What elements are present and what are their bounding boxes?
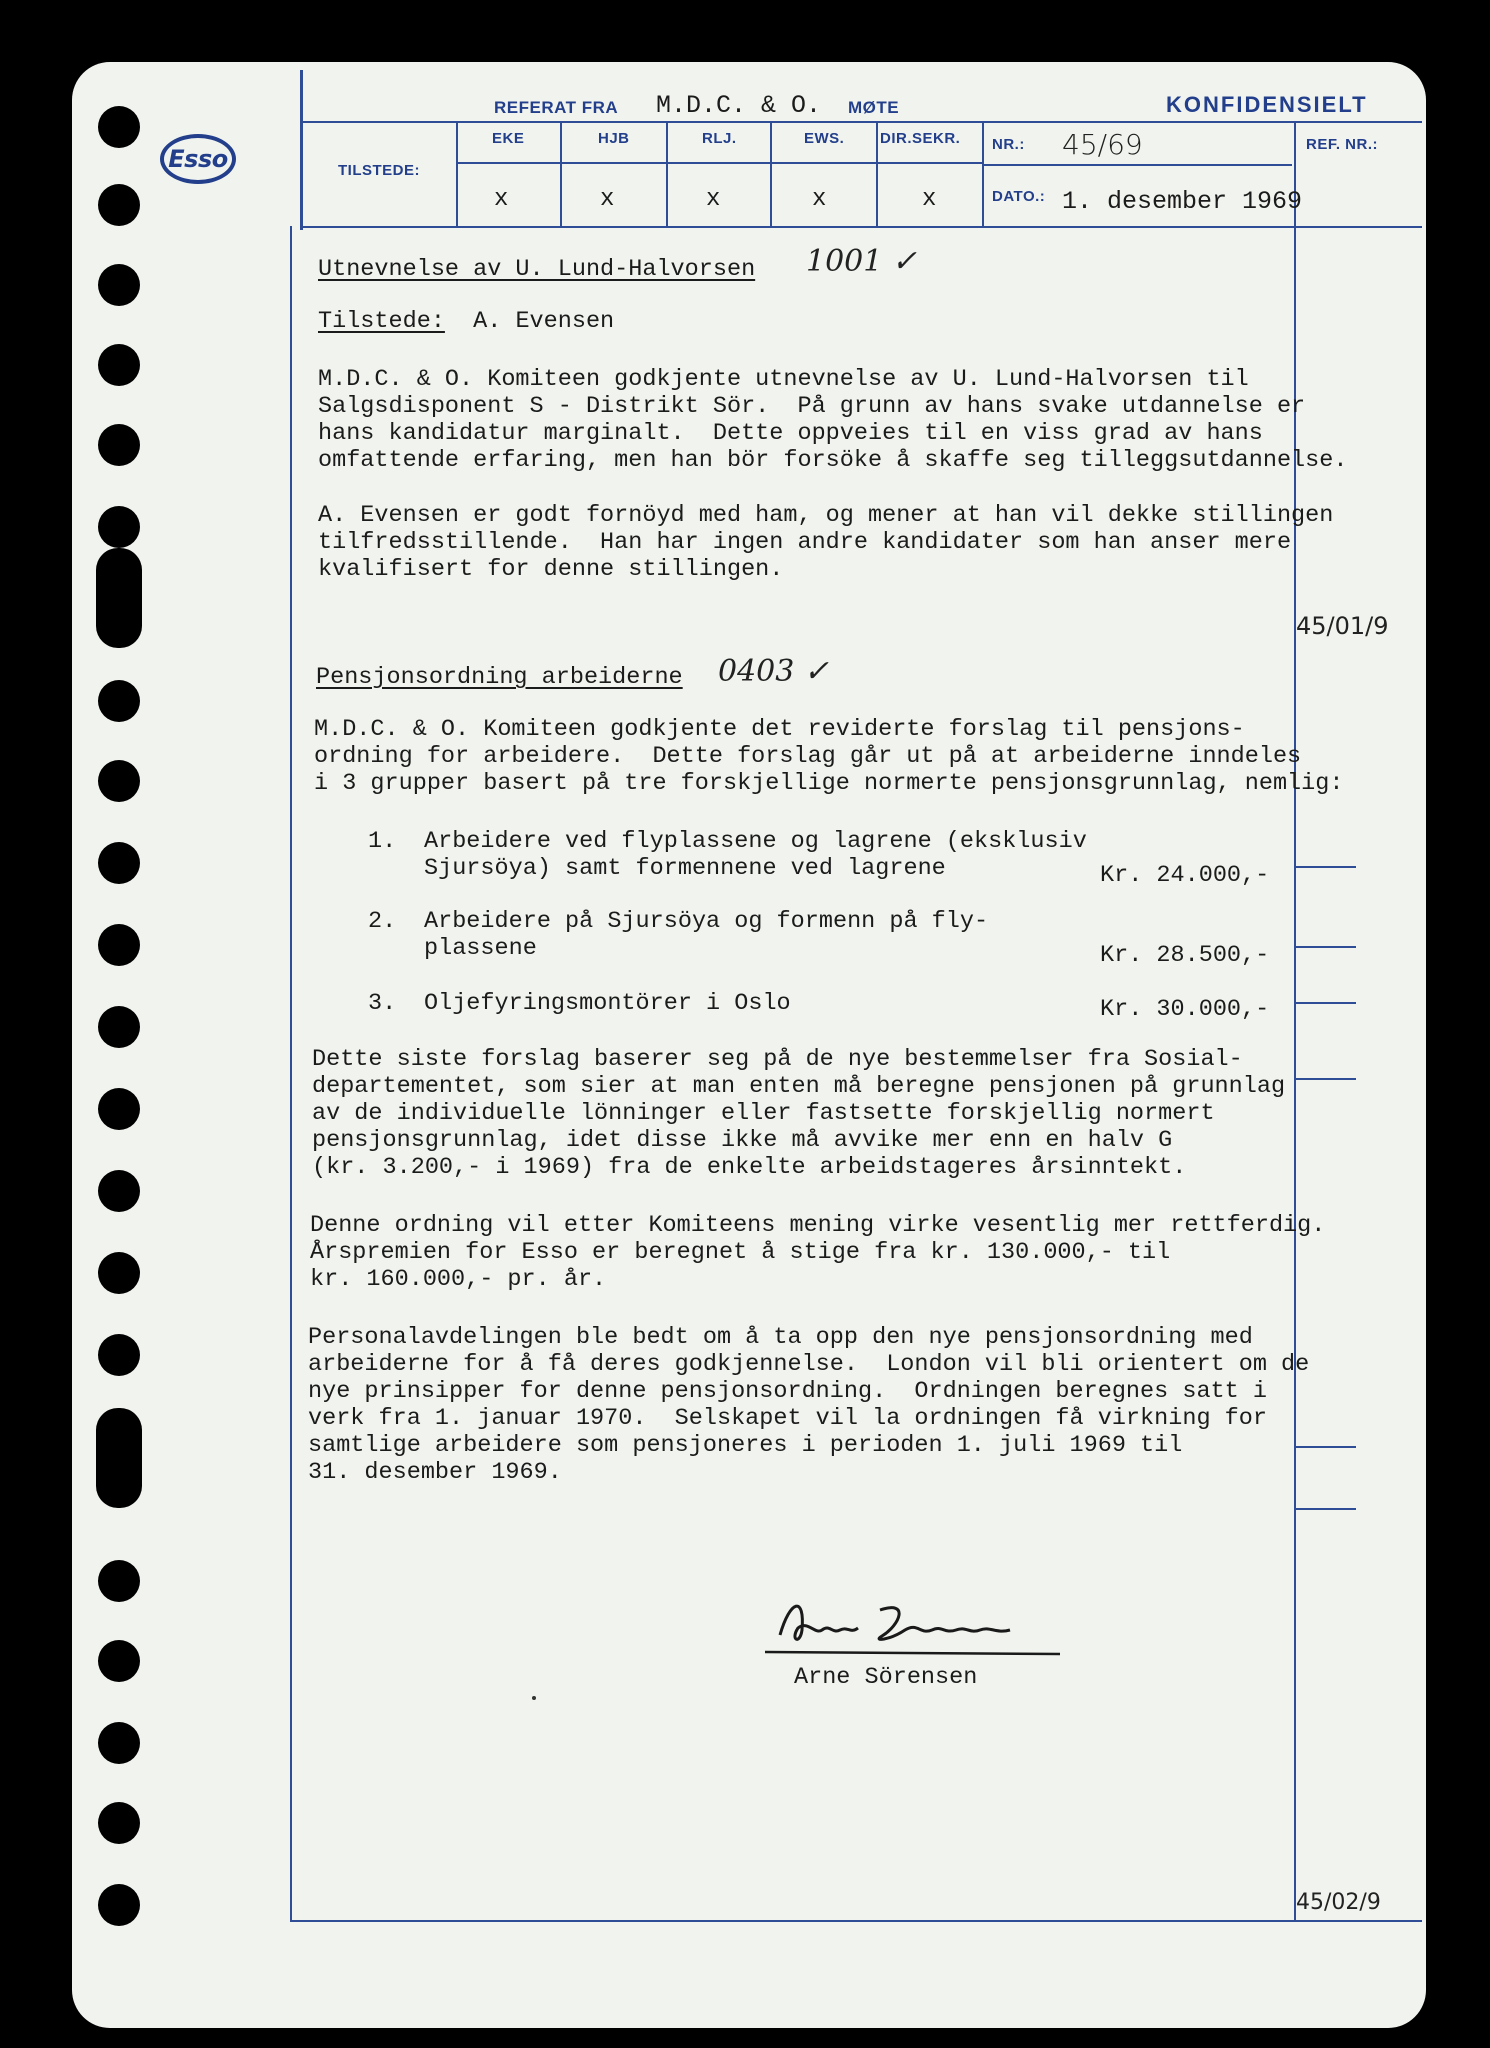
attendance-mark: x <box>494 186 509 213</box>
dato-label: DATO.: <box>992 188 1046 205</box>
confidential-label: KONFIDENSIELT <box>1166 92 1368 117</box>
punch-hole-long <box>96 548 142 648</box>
tilstede-value: A. Evensen <box>473 308 615 335</box>
form-line <box>300 121 1422 123</box>
list-item-number: 3. <box>368 990 397 1017</box>
punch-hole <box>98 424 140 466</box>
text-line: omfattende erfaring, men han bör forsöke å skaffe seg tilleggsutdannelse. <box>318 447 1348 474</box>
punch-hole <box>98 842 140 884</box>
list-item-line: plassene <box>424 935 537 962</box>
punch-hole <box>98 760 140 802</box>
punch-hole <box>98 344 140 386</box>
nr-label: NR.: <box>992 136 1025 153</box>
referat-fra-value: M.D.C. & O. <box>656 91 822 120</box>
form-line <box>300 226 1422 228</box>
text-line: Denne ordning vil etter Komiteens mening virke vesentlig mer rettferdig. <box>310 1212 1326 1239</box>
list-item-amount: Kr. 24.000,- <box>1100 862 1270 889</box>
punch-hole-long <box>96 1408 142 1508</box>
nr-value: 45/69 <box>1062 128 1143 161</box>
list-item-amount: Kr. 30.000,- <box>1100 996 1270 1023</box>
col-ews: EWS. <box>804 130 845 147</box>
margin-rule <box>1294 121 1296 1921</box>
text-line: i 3 grupper basert på tre forskjellige normerte pensjonsgrunnlag, nemlig: <box>314 770 1344 797</box>
list-item-line: Oljefyringsmontörer i Oslo <box>424 990 791 1017</box>
text-line: av de individuelle lönninger eller fastsette forskjellig normert <box>312 1100 1215 1127</box>
punch-hole <box>98 264 140 306</box>
punch-hole <box>98 106 140 148</box>
form-line <box>456 162 982 164</box>
text-line: Salgsdisponent S - Distrikt Sör. På grunn av hans svake utdannelse er <box>318 393 1306 420</box>
form-line <box>982 164 1292 166</box>
tilstede-label-text: Tilstede: <box>318 308 445 335</box>
list-item-line: Arbeidere ved flyplassene og lagrene (eksklusiv <box>424 828 1087 855</box>
check-mark-icon: ✓ <box>891 244 918 279</box>
form-line <box>456 121 458 227</box>
punch-hole <box>98 1088 140 1130</box>
text-line: hans kandidatur marginalt. Dette oppveies til en viss grad av hans <box>318 420 1263 447</box>
section1-hand-note: 1001 ✓ <box>806 244 918 279</box>
margin-tick <box>1296 1078 1356 1080</box>
attendance-mark: x <box>600 186 615 213</box>
text-line: verk fra 1. januar 1970. Selskapet vil la ordningen få virkning for <box>308 1405 1267 1432</box>
margin-tick <box>1296 1446 1356 1448</box>
form-line <box>666 121 668 227</box>
text-line: M.D.C. & O. Komiteen godkjente det reviderte forslag til pensjons- <box>314 716 1245 743</box>
text-line: samtlige arbeidere som pensjoneres i perioden 1. juli 1969 til <box>308 1432 1183 1459</box>
punch-hole <box>98 1334 140 1376</box>
text-line: tilfredsstillende. Han har ingen andre kandidater som han anser mere <box>318 529 1292 556</box>
text-line: A. Evensen er godt fornöyd med ham, og mener at han vil dekke stillingen <box>318 502 1334 529</box>
text-line: arbeiderne for å få deres godkjennelse. London vil bli orientert om de <box>308 1351 1310 1378</box>
margin-tick <box>1296 1002 1356 1004</box>
check-mark-icon: ✓ <box>803 654 830 689</box>
punch-hole <box>98 1560 140 1602</box>
text-line: kr. 160.000,- pr. år. <box>310 1266 607 1293</box>
punch-hole <box>98 1006 140 1048</box>
left-rule <box>290 226 292 1922</box>
signature-name: Arne Sörensen <box>794 1664 978 1691</box>
list-item-line: Sjursöya) samt formennene ved lagrene <box>424 855 946 882</box>
punch-hole <box>98 1884 140 1926</box>
margin-tick <box>1296 1508 1356 1510</box>
signature <box>760 1590 1110 1660</box>
dato-value: 1. desember 1969 <box>1062 187 1303 216</box>
punch-hole <box>98 184 140 226</box>
margin-ref-2: 45/02/9 <box>1296 1890 1381 1915</box>
logo-text: Esso <box>168 145 228 173</box>
attendance-mark: x <box>706 186 721 213</box>
section1-title: Utnevnelse av U. Lund-Halvorsen <box>318 256 756 283</box>
section2-hand-note: 0403 ✓ <box>718 654 830 689</box>
list-item-number: 2. <box>368 908 397 935</box>
text-line: (kr. 3.200,- i 1969) fra de enkelte arbeidstageres årsinntekt. <box>312 1154 1187 1181</box>
form-line <box>560 121 562 227</box>
col-eke: EKE <box>492 130 525 147</box>
text-line: Personalavdelingen ble bedt om å ta opp den nye pensjonsordning med <box>308 1324 1253 1351</box>
col-dir-sekr: DIR.SEKR. <box>880 130 961 147</box>
tilstede-label: TILSTEDE: <box>338 162 420 179</box>
text-line: Årspremien for Esso er beregnet å stige fra kr. 130.000,- til <box>310 1239 1171 1266</box>
text-line: M.D.C. & O. Komiteen godkjente utnevnelse av U. Lund-Halvorsen til <box>318 366 1249 393</box>
text-line: 31. desember 1969. <box>308 1459 562 1486</box>
attendance-mark: x <box>922 186 937 213</box>
bottom-rule <box>290 1920 1422 1922</box>
section2-title: Pensjonsordning arbeiderne <box>316 664 683 691</box>
text-line: departementet, som sier at man enten må beregne pensjonen på grunnlag <box>312 1073 1286 1100</box>
mote-label: MØTE <box>848 98 900 117</box>
list-item-number: 1. <box>368 828 397 855</box>
punch-hole <box>98 1252 140 1294</box>
margin-ref-1: 45/01/9 <box>1296 612 1389 640</box>
list-item-line: Arbeidere på Sjursöya og formenn på fly- <box>424 908 989 935</box>
form-line <box>300 70 303 230</box>
ref-nr-label: REF. NR.: <box>1306 136 1378 153</box>
text-line: kvalifisert for denne stillingen. <box>318 556 784 583</box>
ink-speck <box>532 1696 536 1700</box>
text-line: pensjonsgrunnlag, idet disse ikke må avvike mer enn en halv G <box>312 1127 1173 1154</box>
punch-hole <box>98 1802 140 1844</box>
col-hjb: HJB <box>598 130 630 147</box>
form-line <box>982 121 984 227</box>
signature-scribble-icon <box>760 1590 1110 1660</box>
text-line: ordning for arbeidere. Dette forslag går ut på at arbeiderne inndeles <box>314 743 1302 770</box>
attendance-mark: x <box>812 186 827 213</box>
form-line <box>770 121 772 227</box>
section1-tilstede <box>318 308 614 335</box>
punch-hole <box>98 1722 140 1764</box>
text-line: nye prinsipper for denne pensjonsordning. Ordningen beregnes satt i <box>308 1378 1267 1405</box>
punch-hole <box>98 1170 140 1212</box>
punch-hole <box>98 680 140 722</box>
punch-hole <box>98 506 140 548</box>
margin-tick <box>1296 866 1356 868</box>
document-page <box>72 62 1426 2028</box>
form-line <box>876 121 878 227</box>
margin-tick <box>1296 946 1356 948</box>
referat-fra-label: REFERAT FRA <box>494 98 619 117</box>
list-item-amount: Kr. 28.500,- <box>1100 942 1270 969</box>
esso-logo-icon <box>160 134 236 184</box>
text-line: Dette siste forslag baserer seg på de nye bestemmelser fra Sosial- <box>312 1046 1243 1073</box>
punch-hole <box>98 1640 140 1682</box>
punch-hole <box>98 924 140 966</box>
col-rlj: RLJ. <box>702 130 737 147</box>
